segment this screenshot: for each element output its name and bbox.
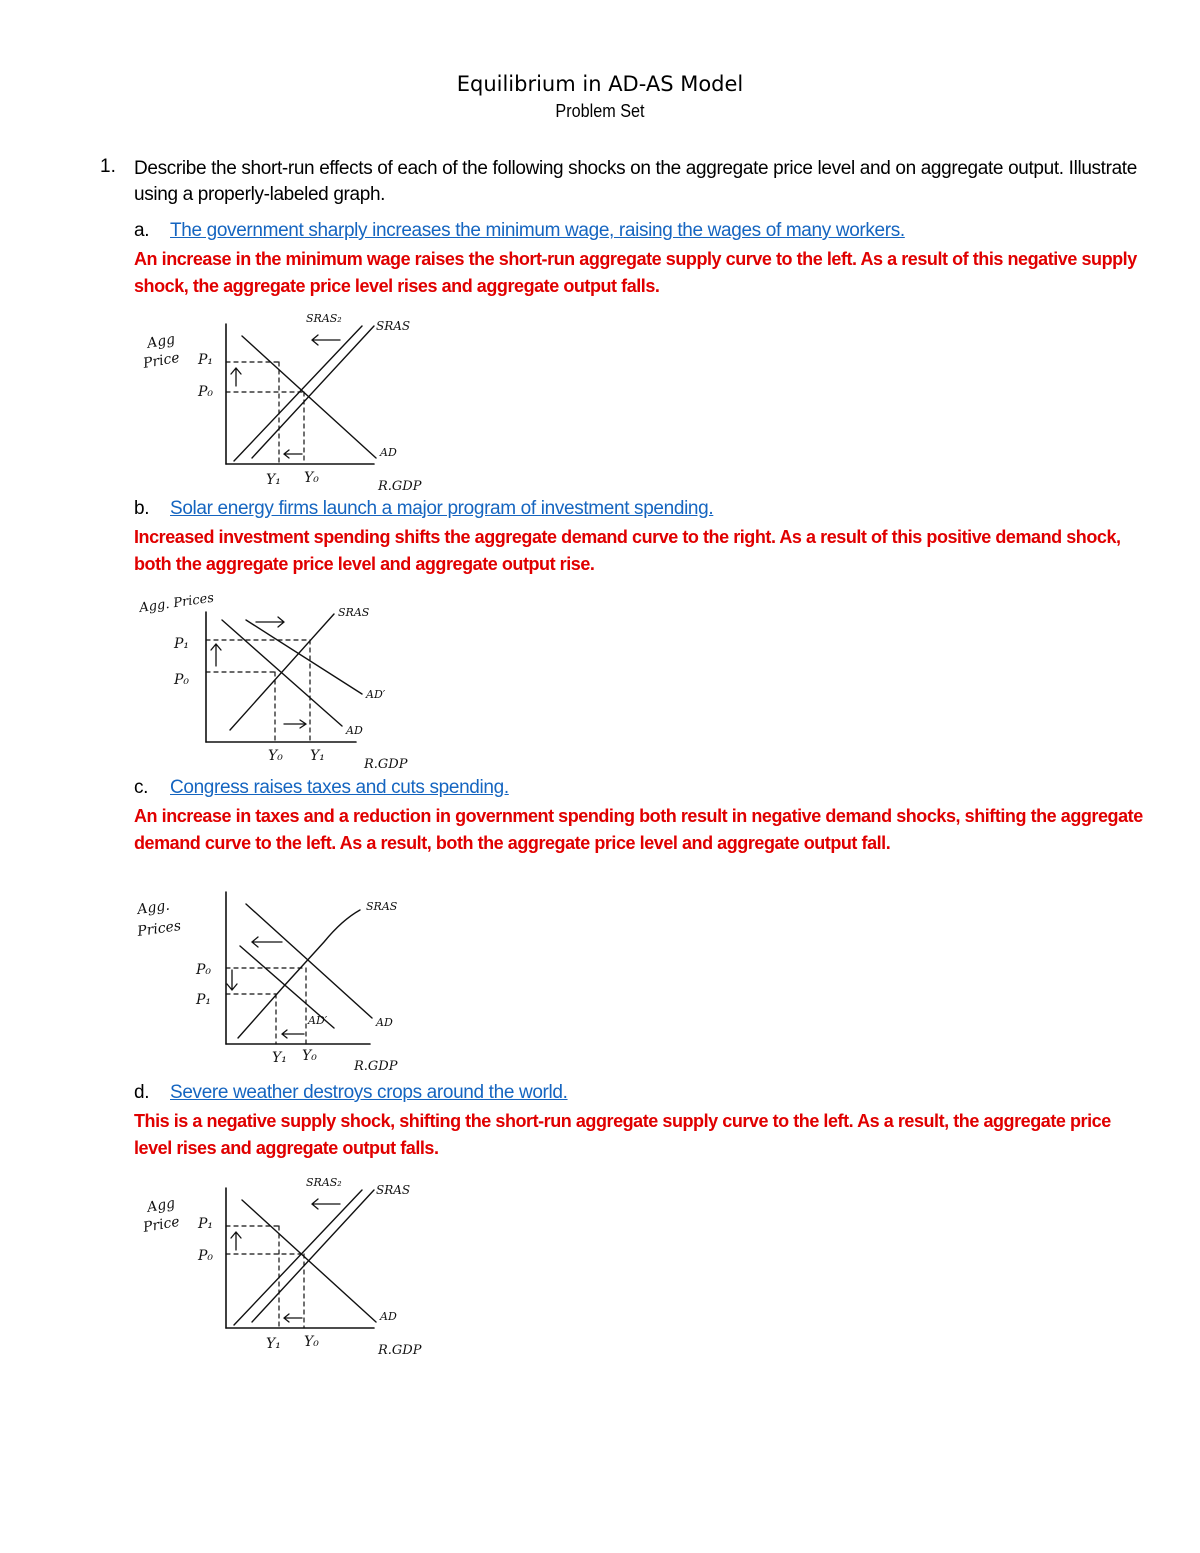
y-axis-label: Prices xyxy=(136,918,183,940)
p-lower-label: P₁ xyxy=(196,992,212,1008)
y-right-label: Y₀ xyxy=(304,1334,319,1350)
ad-curve xyxy=(246,904,372,1018)
part-letter: d. xyxy=(134,1082,150,1103)
up-arrow xyxy=(231,368,241,386)
right-arrow xyxy=(256,617,284,627)
part-c xyxy=(134,777,509,799)
part-prompt-link[interactable]: The government sharply increases the minimum wage, raising the wages of many workers. xyxy=(170,220,905,241)
ad-curve xyxy=(222,620,342,726)
p-upper-label: P₁ xyxy=(198,352,214,368)
question-text: Describe the short-run effects of each of the following shocks on the aggregate price level and on aggregate output. Illustrate using a properly-labeled graph. xyxy=(134,158,1137,205)
question-number: 1. xyxy=(100,156,116,177)
curve-label: AD xyxy=(346,724,363,737)
p-upper-label: P₁ xyxy=(174,636,190,652)
y-axis-label: Agg xyxy=(145,331,177,352)
left-arrow xyxy=(312,1199,340,1209)
curve-label: SRAS₂ xyxy=(306,312,342,325)
ad-curve xyxy=(242,1200,376,1322)
sras-curve xyxy=(252,1190,374,1322)
left-arrow xyxy=(312,335,340,345)
graph-part-a xyxy=(134,306,454,496)
y-axis-label: Agg. Prices xyxy=(138,590,215,616)
p-lower-label: P₀ xyxy=(198,1248,214,1264)
left-arrow xyxy=(284,450,302,458)
part-answer: An increase in the minimum wage raises the short-run aggregate supply curve to the left. As a result of this negative supply shock, the aggregate price level rises and aggregate output falls. xyxy=(134,249,1137,296)
part-d xyxy=(134,1082,568,1104)
graph-part-c xyxy=(134,888,454,1078)
y-left-label: Y₀ xyxy=(268,748,283,764)
up-arrow xyxy=(211,644,221,666)
p-lower-label: P₀ xyxy=(174,672,190,688)
curve-label: SRAS xyxy=(376,1183,411,1197)
x-axis-label: R.GDP xyxy=(378,1343,422,1358)
part-answer: An increase in taxes and a reduction in government spending both result in negative demand shocks, shifting the aggregate demand curve to the left. As a result, both the aggregate price level and aggregate output fall. xyxy=(134,806,1143,853)
curve-label: AD xyxy=(376,1016,393,1029)
part-answer: Increased investment spending shifts the aggregate demand curve to the right. As a result of this positive demand shock, both the aggregate price level and aggregate output rise. xyxy=(134,527,1121,574)
curve-label: AD′ xyxy=(366,688,386,701)
y-axis-label: Price xyxy=(141,1213,181,1236)
down-arrow xyxy=(227,970,237,990)
p-lower-label: P₀ xyxy=(198,384,214,400)
y-axis-label: Agg xyxy=(145,1195,177,1216)
up-arrow xyxy=(231,1232,241,1250)
ad-curve xyxy=(242,336,376,458)
part-prompt-link[interactable]: Solar energy firms launch a major program of investment spending. xyxy=(170,498,714,519)
y-left-label: Y₁ xyxy=(272,1050,287,1066)
graph-part-b xyxy=(134,584,454,774)
left-arrow xyxy=(282,1030,304,1038)
x-axis-label: R.GDP xyxy=(354,1059,398,1074)
sras-curve xyxy=(238,910,360,1038)
y-left-label: Y₁ xyxy=(266,472,281,488)
x-axis-label: R.GDP xyxy=(364,757,408,772)
y-axis-label: Agg. xyxy=(136,897,171,918)
part-letter: b. xyxy=(134,498,150,519)
part-answer: This is a negative supply shock, shifting the short-run aggregate supply curve to the left. As a result, the aggregate price level rises and aggregate output falls. xyxy=(134,1111,1111,1158)
right-arrow xyxy=(284,720,306,728)
curve-label: SRAS₂ xyxy=(306,1176,342,1189)
left-arrow xyxy=(252,937,282,947)
graph-part-d xyxy=(134,1170,454,1360)
y-right-label: Y₀ xyxy=(302,1048,317,1064)
part-letter: a. xyxy=(134,220,150,241)
part-prompt-link[interactable]: Severe weather destroys crops around the world. xyxy=(170,1082,568,1103)
page-subtitle: Problem Set xyxy=(555,101,645,121)
part-b xyxy=(134,498,713,520)
curve-label: SRAS xyxy=(376,319,411,333)
p-upper-label: P₁ xyxy=(198,1216,214,1232)
curve-label: SRAS xyxy=(338,606,370,619)
y-right-label: Y₀ xyxy=(304,470,319,486)
part-prompt-link[interactable]: Congress raises taxes and cuts spending. xyxy=(170,777,509,798)
y-axis-label: Price xyxy=(141,349,181,372)
part-a xyxy=(134,220,905,242)
curve-label: AD′ xyxy=(308,1014,328,1027)
curve-label: AD xyxy=(380,446,397,459)
y-right-label: Y₁ xyxy=(310,748,325,764)
p-upper-label: P₀ xyxy=(196,962,212,978)
part-letter: c. xyxy=(134,777,149,798)
curve-label: SRAS xyxy=(366,900,398,913)
y-left-label: Y₁ xyxy=(266,1336,281,1352)
x-axis-label: R.GDP xyxy=(378,479,422,494)
left-arrow xyxy=(284,1314,302,1322)
curve-label: AD xyxy=(380,1310,397,1323)
page-title: Equilibrium in AD-AS Model xyxy=(456,72,744,96)
